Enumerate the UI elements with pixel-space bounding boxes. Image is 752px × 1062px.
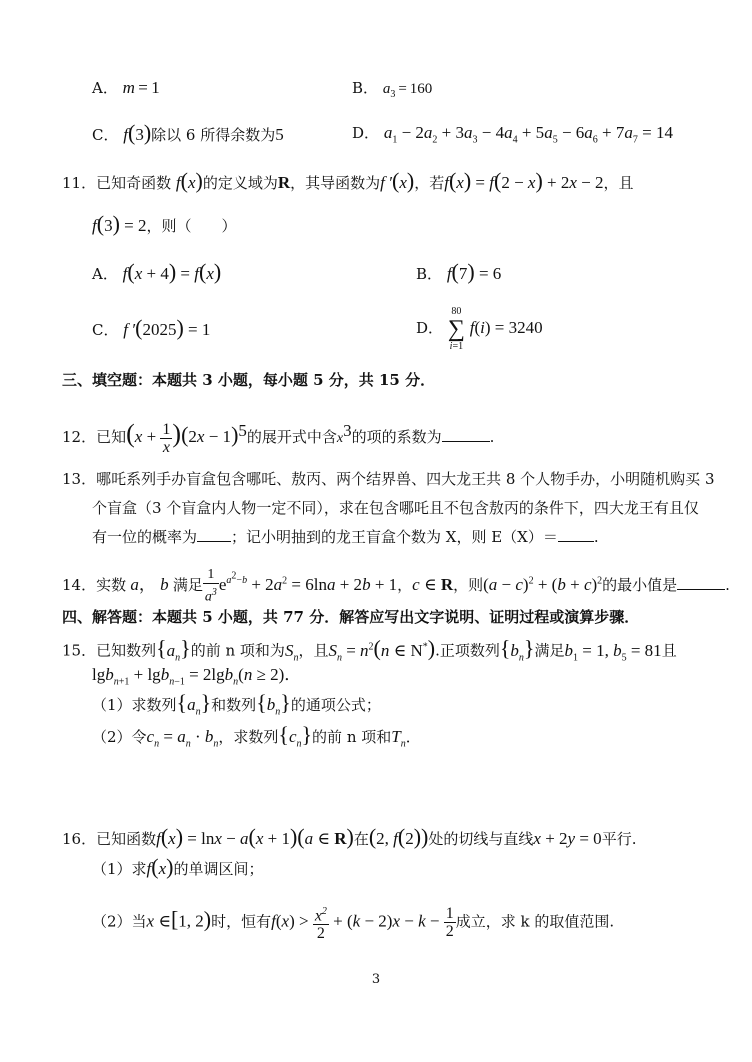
q14: 14．实数 a， b 满足 $\frac{1}{a^3}$ $e^{a^2-b} + 2a^2 = 6\ln a + 2b + 1$，c ∈ R，则$(a - c)^2 + (b + c)^2$的最小值是 . <box>62 567 730 605</box>
q11-stem-line1: 11．已知奇函数 f(x)的定义域为R，其导函数为f ′(x)，若f(x) = f(2 − x) + 2x − 2，且 <box>62 168 634 193</box>
summation: 80 ∑ i=1 <box>447 306 465 352</box>
stem-text: 的最小值是 <box>602 575 678 594</box>
fraction: $\frac{x^2}{2}$ <box>313 903 329 942</box>
answer-blank[interactable] <box>442 427 490 442</box>
stem-text: 且 <box>661 641 677 660</box>
stem-text: ，且 <box>603 174 634 192</box>
stem-text: ，则（ ） <box>146 217 237 235</box>
answer-blank[interactable] <box>677 575 725 590</box>
stem-text: ，其导函数为 <box>290 174 381 192</box>
q11-option-a: A． f(x + 4) = f(x) <box>92 259 222 284</box>
stem-text: 的单调区间； <box>173 860 264 878</box>
q13-line3 <box>92 526 599 548</box>
question-number: 11． <box>62 174 97 192</box>
option-number: 5 <box>275 125 284 144</box>
q11-option-b: B． f(7) = 6 <box>416 259 502 284</box>
stem-text: 有一位的概率为 <box>92 528 198 546</box>
section-heading-fill-in: 三、填空题：本题共 3 小题，每小题 5 分，共 15 分． <box>62 371 436 389</box>
q13-line2: 个盲盒（3 个盲盒内人物一定不同），求在包含哪吒且不包含敖丙的条件下，四大龙王有且仅 <box>92 499 699 517</box>
question-number: 13． <box>62 470 97 488</box>
stem-text: 实数 <box>96 575 127 594</box>
stem-text: （1）求 <box>92 860 147 878</box>
question-number: 15． <box>62 641 97 660</box>
stem-text: 满足 <box>534 641 565 660</box>
stem-text: . <box>593 528 599 546</box>
option-label: B． <box>352 79 379 97</box>
stem-text: 处的切线与直线 <box>428 830 534 848</box>
section-heading-solutions: 四、解答题：本题共 5 小题，共 77 分．解答应写出文字说明、证明过程或演算步骤． <box>62 608 640 626</box>
question-number: 14． <box>62 575 97 594</box>
stem-text: ， <box>397 575 413 594</box>
q16-part2: （2）当x ∈[1, 2)时，恒有f(x) > $\frac{x^2}{2}$ + (k − 2)x − k − $\frac{1}{2}$ 成立，求 k 的取值范围. <box>92 903 614 942</box>
stem-text: 的项的系数为 <box>351 428 442 446</box>
stem-text: （1）求数列 <box>92 696 177 714</box>
q10-option-d: D． $a_1 - 2a_2 + 3a_3 - 4a_4 + 5a_5 - 6a_6 + 7a_7 = 14$ <box>352 123 673 146</box>
question-number: 16． <box>62 830 97 848</box>
q15-part1: （1）求数列$\{a_n\}$和数列$\{b_n\}$的通项公式； <box>92 690 381 718</box>
set-symbol: R <box>277 173 291 192</box>
q10-option-b: B． $a_3 = 160$ <box>352 79 433 100</box>
q11-option-c: C． f ′(2025) = 1 <box>92 315 211 340</box>
option-label: B． <box>416 265 443 283</box>
stem-text: . <box>489 428 495 446</box>
option-label: A． <box>92 265 118 283</box>
stem-text: 已知函数 <box>96 830 157 848</box>
stem-text: 已知 <box>96 428 127 446</box>
stem-text: 时，恒有 <box>211 912 272 931</box>
fraction: $\frac{1}{x}$ <box>162 420 171 456</box>
stem-text: . <box>725 575 730 594</box>
q12: 12．已知(x + $\frac{1}{x}$ )$(2x - 1)^5$的展开式中含$x^3$的项的系数为 . <box>62 419 495 456</box>
stem-text: 成立，求 k 的取值范围. <box>455 912 615 931</box>
stem-text: ，且 <box>298 641 329 660</box>
stem-text: 的前 n 项和为 <box>190 641 285 660</box>
stem-text: 平行. <box>601 830 637 848</box>
stem-text: 哪吒系列手办盲盒包含哪吒、敖丙、两个结界兽、四大龙王共 8 个人物手办，小明随机购买 3 <box>96 470 715 488</box>
option-label: A． <box>92 79 118 97</box>
option-label: C． <box>92 126 119 144</box>
stem-text: 和数列 <box>211 696 257 714</box>
stem-text: 的展开式中含 <box>246 428 337 446</box>
answer-blank[interactable] <box>197 527 231 542</box>
page-number: 3 <box>371 972 381 987</box>
stem-text: （2）当 <box>92 912 147 931</box>
stem-text: ． <box>405 728 421 746</box>
option-label: D． <box>352 124 380 142</box>
stem-text: ；记小明抽到的龙王盲盒个数为 X，则 E（X）＝ <box>231 528 558 546</box>
fraction: $\frac{1}{2}$ <box>445 905 454 941</box>
fraction: $\frac{1}{a^3}$ <box>204 567 217 605</box>
option-text: 除以 6 所得余数为 <box>151 126 276 144</box>
stem-text: ，若 <box>414 174 445 192</box>
stem-text: .正项数列 <box>435 641 500 660</box>
q13-line1 <box>62 468 715 490</box>
q15-stem-line2: lgb$_{n+1}$ + lgb$_{n-1}$ = 2lgb$_n$(n ≥ 2)． <box>92 665 302 688</box>
question-number: 12． <box>62 428 97 446</box>
stem-text: 的前 n 项和 <box>312 728 392 746</box>
stem-text: ，则 <box>453 575 484 594</box>
option-label: D． <box>416 319 444 337</box>
q15-part2: （2）令$c_n = a_n \cdot b_n$，求数列$\{c_n\}$的前 n 项和$T_n$． <box>92 722 421 750</box>
q16-part1: （1）求f(x)的单调区间； <box>92 854 264 879</box>
q10-option-a: A． m = 1 <box>92 78 160 97</box>
math: m <box>122 78 135 97</box>
q10-option-c: C． f(3)除以 6 所得余数为5 <box>92 120 284 145</box>
stem-text: 的定义域为 <box>202 174 278 192</box>
stem-text: 满足 <box>172 575 203 594</box>
stem-text: ，求数列 <box>218 728 279 746</box>
answer-blank[interactable] <box>558 527 594 542</box>
stem-text: （2）令 <box>92 728 147 746</box>
option-label: C． <box>92 321 119 339</box>
q15-stem-line1: 15．已知数列$\{a_n\}$的前 n 项和为$S_n$，且$S_n = n^2(n$ ∈ N*).正项数列$\{b_n\}$满足$b_1 = 1$, $b_5 = 81$且 <box>62 635 677 664</box>
stem-text: 的通项公式； <box>290 696 381 714</box>
stem-text: 已知奇函数 <box>96 174 172 192</box>
q11-stem-line2: f(3) = 2，则（ ） <box>92 211 237 236</box>
q16-stem: 16．已知函数f(x) = lnx − a(x + 1)(a ∈ R)在(2, f(2))处的切线与直线x + 2y = 0平行. <box>62 824 637 849</box>
stem-text: 已知数列 <box>96 641 157 660</box>
stem-text: 在 <box>353 830 369 848</box>
q11-option-d: D． 80 ∑ i=1 f(i) = 3240 <box>416 306 543 352</box>
